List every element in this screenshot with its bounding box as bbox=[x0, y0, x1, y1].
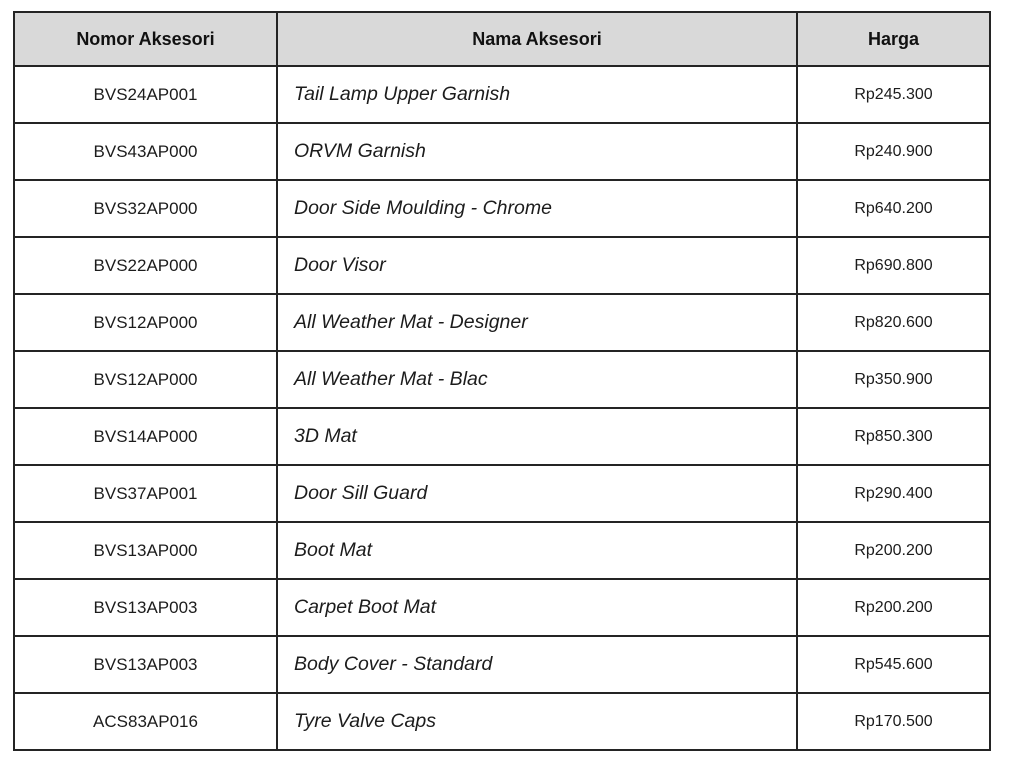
cell-nomor: BVS22AP000 bbox=[14, 237, 277, 294]
cell-nama: Boot Mat bbox=[277, 522, 797, 579]
table-row bbox=[14, 693, 990, 750]
cell-nomor: BVS37AP001 bbox=[14, 465, 277, 522]
table-row bbox=[14, 579, 990, 636]
cell-harga: Rp200.200 bbox=[797, 579, 990, 636]
cell-harga: Rp240.900 bbox=[797, 123, 990, 180]
cell-nomor: BVS32AP000 bbox=[14, 180, 277, 237]
table-row bbox=[14, 465, 990, 522]
column-header-nomor-aksesori: Nomor Aksesori bbox=[14, 12, 277, 66]
cell-harga: Rp820.600 bbox=[797, 294, 990, 351]
cell-nomor: BVS24AP001 bbox=[14, 66, 277, 123]
cell-nama: ORVM Garnish bbox=[277, 123, 797, 180]
cell-nama: All Weather Mat - Designer bbox=[277, 294, 797, 351]
cell-nama: All Weather Mat - Blac bbox=[277, 351, 797, 408]
cell-nomor: BVS12AP000 bbox=[14, 351, 277, 408]
cell-harga: Rp290.400 bbox=[797, 465, 990, 522]
cell-nama: Door Side Moulding - Chrome bbox=[277, 180, 797, 237]
cell-nomor: BVS12AP000 bbox=[14, 294, 277, 351]
table-row bbox=[14, 351, 990, 408]
cell-nama: Door Sill Guard bbox=[277, 465, 797, 522]
table-header-row bbox=[14, 12, 990, 66]
cell-harga: Rp245.300 bbox=[797, 66, 990, 123]
table-row bbox=[14, 66, 990, 123]
cell-nama: 3D Mat bbox=[277, 408, 797, 465]
table-row bbox=[14, 636, 990, 693]
table-row bbox=[14, 294, 990, 351]
cell-harga: Rp170.500 bbox=[797, 693, 990, 750]
cell-nama: Door Visor bbox=[277, 237, 797, 294]
cell-harga: Rp200.200 bbox=[797, 522, 990, 579]
cell-harga: Rp545.600 bbox=[797, 636, 990, 693]
cell-nomor: BVS43AP000 bbox=[14, 123, 277, 180]
table-row bbox=[14, 522, 990, 579]
table-row bbox=[14, 123, 990, 180]
cell-nama: Body Cover - Standard bbox=[277, 636, 797, 693]
cell-harga: Rp690.800 bbox=[797, 237, 990, 294]
cell-harga: Rp640.200 bbox=[797, 180, 990, 237]
table-row bbox=[14, 408, 990, 465]
table-row bbox=[14, 237, 990, 294]
table-row bbox=[14, 180, 990, 237]
column-header-harga: Harga bbox=[797, 12, 990, 66]
cell-harga: Rp350.900 bbox=[797, 351, 990, 408]
cell-nomor: BVS13AP003 bbox=[14, 636, 277, 693]
cell-nomor: BVS13AP003 bbox=[14, 579, 277, 636]
cell-nomor: BVS14AP000 bbox=[14, 408, 277, 465]
column-header-nama-aksesori: Nama Aksesori bbox=[277, 12, 797, 66]
cell-nama: Carpet Boot Mat bbox=[277, 579, 797, 636]
accessory-price-table bbox=[13, 11, 991, 751]
cell-harga: Rp850.300 bbox=[797, 408, 990, 465]
cell-nama: Tail Lamp Upper Garnish bbox=[277, 66, 797, 123]
cell-nomor: BVS13AP000 bbox=[14, 522, 277, 579]
cell-nomor: ACS83AP016 bbox=[14, 693, 277, 750]
cell-nama: Tyre Valve Caps bbox=[277, 693, 797, 750]
